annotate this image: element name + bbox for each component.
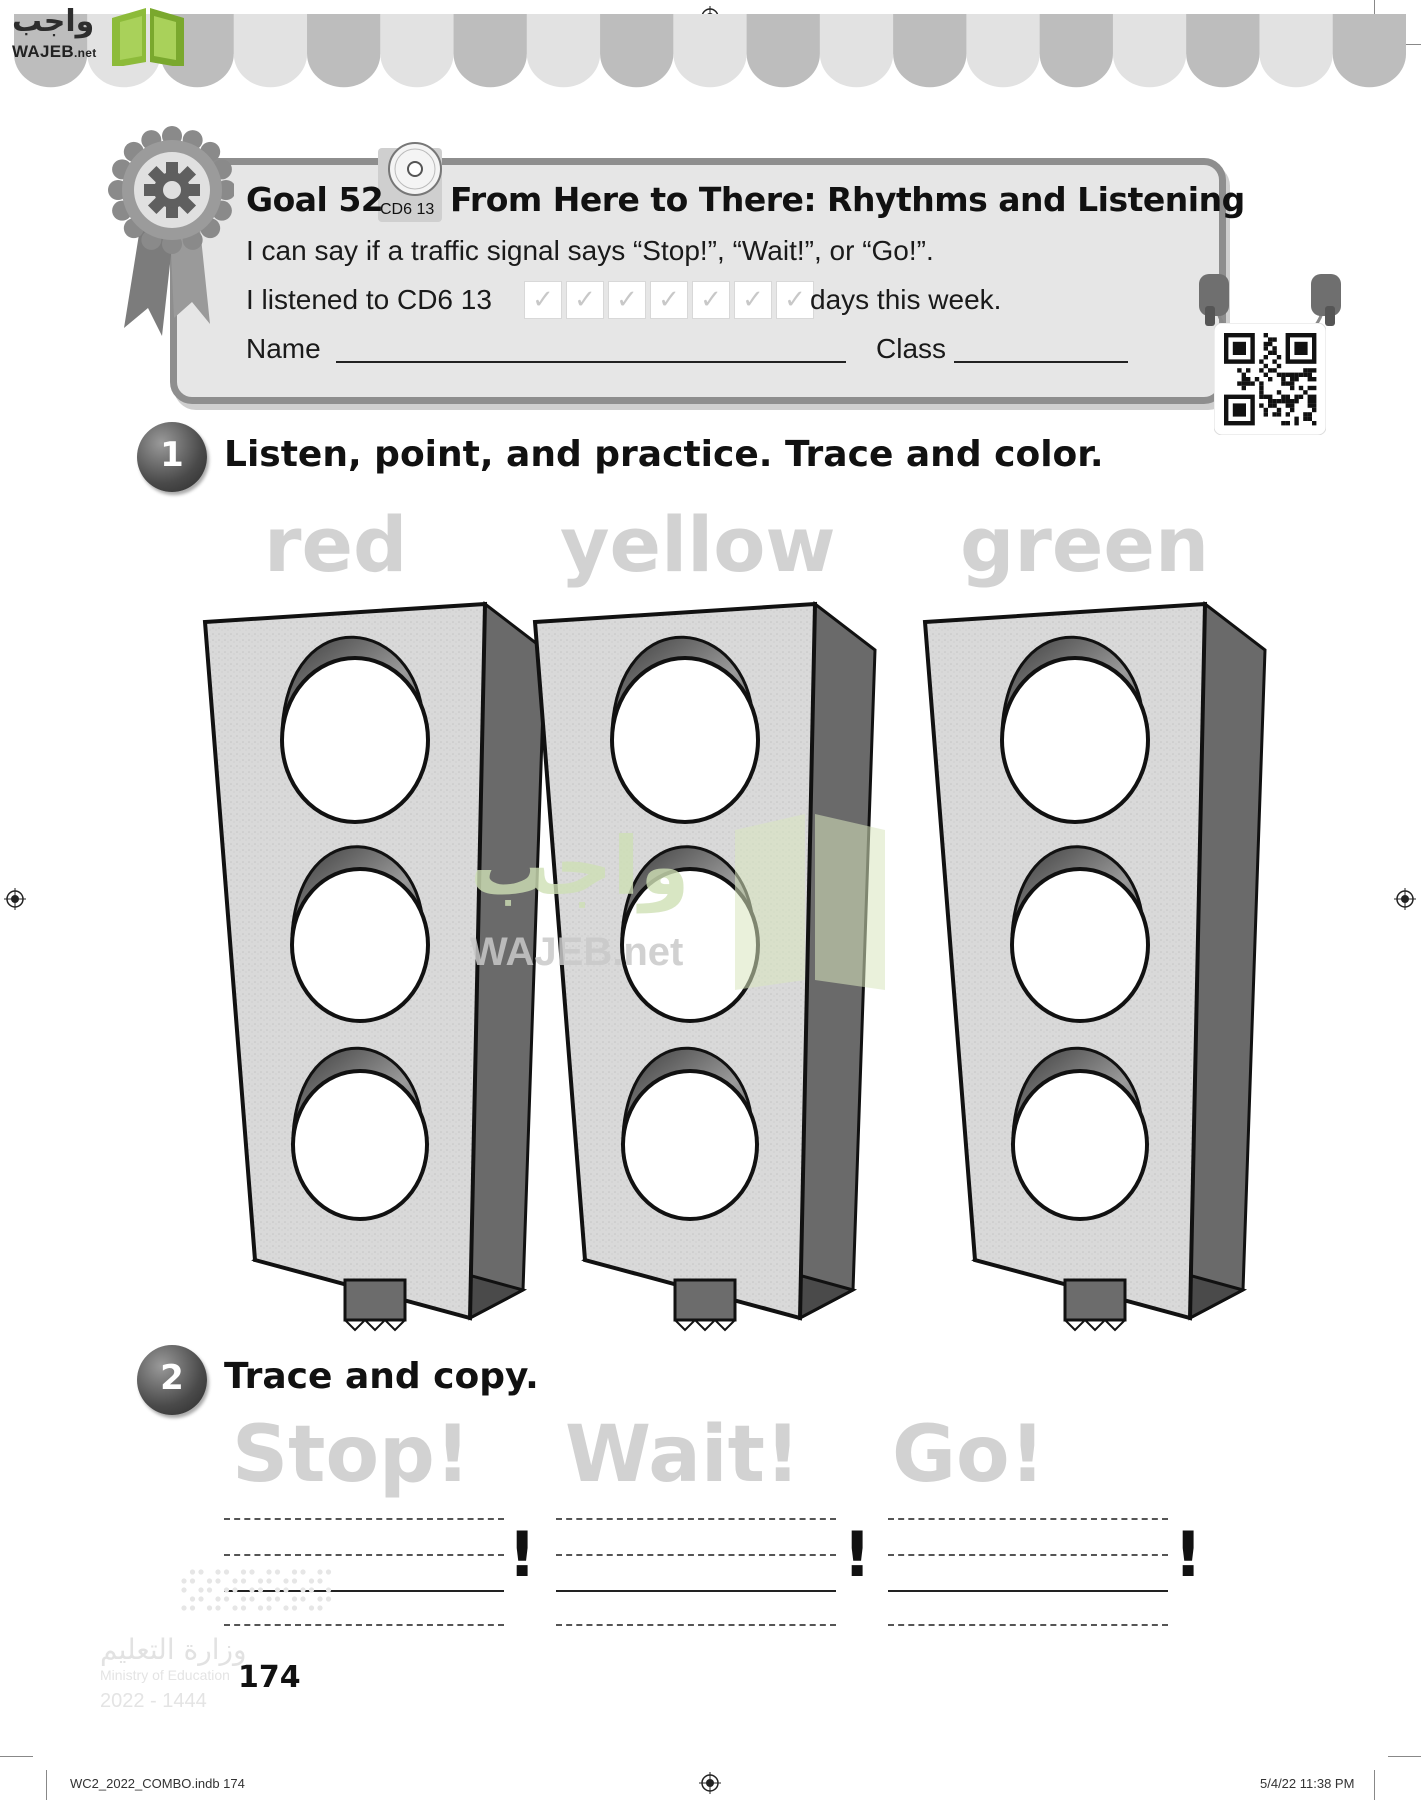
awning-scallop	[307, 14, 380, 87]
exclamation-mark: !	[1174, 1518, 1203, 1591]
awning-scallop	[966, 14, 1039, 87]
cd-icon	[386, 140, 444, 198]
trace-word-red[interactable]: red	[264, 500, 408, 589]
writing-lines[interactable]	[556, 1518, 836, 1628]
awning-scallop	[1113, 14, 1186, 87]
class-field[interactable]	[954, 361, 1128, 363]
awning-scallop	[1333, 14, 1406, 87]
logo-latin-main: WAJEB	[12, 42, 74, 61]
day-check-box[interactable]: ✓	[692, 281, 730, 319]
rosette-gear-icon	[104, 118, 234, 343]
page-number: 174	[238, 1660, 301, 1695]
ministry-year: 2022 - 1444	[100, 1690, 207, 1712]
goal-statement: I can say if a traffic signal says “Stop!”, “Wait!”, or “Go!”.	[246, 235, 934, 266]
awning-scallop	[527, 14, 600, 87]
awning-scallop	[1040, 14, 1113, 87]
logo-latin-suffix: .net	[73, 46, 97, 60]
registration-mark-icon	[4, 888, 26, 910]
day-check-box[interactable]: ✓	[524, 281, 562, 319]
crop-mark	[0, 1756, 33, 1757]
day-check-box[interactable]: ✓	[776, 281, 814, 319]
ministry-english: Ministry of Education	[100, 1667, 230, 1683]
awning-scallop	[893, 14, 966, 87]
day-check-box[interactable]: ✓	[734, 281, 772, 319]
qr-code-icon[interactable]	[1214, 323, 1326, 435]
trace-word-yellow[interactable]: yellow	[560, 500, 836, 589]
crop-mark	[46, 1770, 47, 1800]
scallop-banner	[14, 14, 1406, 98]
ministry-logo-dots	[178, 1566, 338, 1616]
registration-mark-icon	[699, 1772, 721, 1794]
cd-track-label: CD6 13	[380, 201, 435, 218]
name-label: Name	[246, 333, 321, 364]
print-slug-date: 5/4/22 11:38 PM	[1260, 1776, 1355, 1791]
section-2-instruction: Trace and copy.	[224, 1356, 539, 1397]
registration-mark-icon	[1394, 888, 1416, 910]
listen-day-checkboxes	[524, 281, 814, 319]
day-check-box[interactable]: ✓	[650, 281, 688, 319]
trace-phrase-stop[interactable]: Stop!	[232, 1410, 471, 1500]
class-label: Class	[876, 333, 947, 364]
awning-scallop	[747, 14, 820, 87]
logo-latin-text	[12, 42, 97, 62]
awning-scallop	[673, 14, 746, 87]
goal-title: From Here to There: Rhythms and Listening	[450, 180, 1245, 219]
writing-lines[interactable]	[888, 1518, 1168, 1628]
section-number-badge: 2	[137, 1345, 207, 1415]
exclamation-mark: !	[843, 1518, 872, 1591]
trace-phrase-wait[interactable]: Wait!	[565, 1410, 801, 1500]
awning-scallop	[454, 14, 527, 87]
goal-number: Goal 52	[246, 180, 384, 219]
trace-word-green[interactable]: green	[960, 500, 1210, 589]
awning-scallop	[1186, 14, 1259, 87]
awning-scallop	[600, 14, 673, 87]
watermark-arabic: واجب	[470, 820, 690, 913]
day-check-box[interactable]: ✓	[566, 281, 604, 319]
watermark-latin: WAJEB.net	[470, 930, 684, 974]
awning-scallop	[820, 14, 893, 87]
traffic-light	[925, 604, 1265, 1330]
exclamation-mark: !	[508, 1518, 537, 1591]
trace-phrase-go[interactable]: Go!	[892, 1410, 1046, 1500]
ministry-arabic: وزارة التعليم	[100, 1633, 247, 1666]
section-1-instruction: Listen, point, and practice. Trace and color.	[224, 434, 1104, 475]
logo-arabic-text: واجب	[12, 4, 95, 39]
crop-mark	[1374, 1770, 1375, 1800]
awning-scallop	[380, 14, 453, 87]
listen-tracker-label: I listened to CD6 13	[246, 284, 492, 315]
print-slug-file: WC2_2022_COMBO.indb 174	[70, 1776, 245, 1791]
awning-scallop	[234, 14, 307, 87]
section-number-badge: 1	[137, 422, 207, 492]
awning-scallop	[1259, 14, 1332, 87]
day-check-box[interactable]: ✓	[608, 281, 646, 319]
name-field[interactable]	[336, 361, 846, 363]
crop-mark	[1388, 1756, 1421, 1757]
listen-tracker-suffix: days this week.	[810, 284, 1002, 315]
